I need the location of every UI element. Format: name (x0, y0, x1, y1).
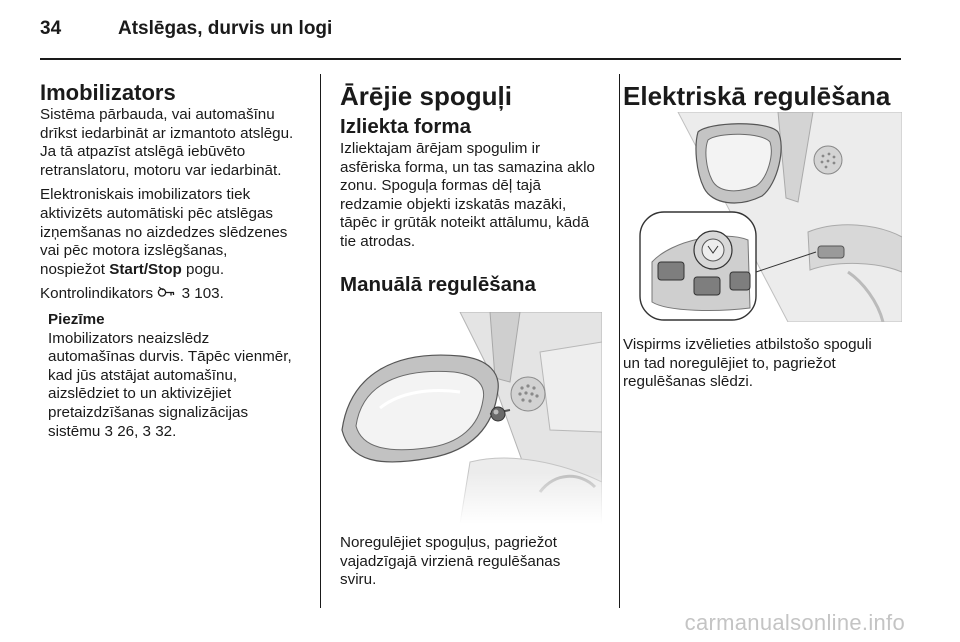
paragraph (340, 140, 606, 252)
text-line: aktivizēts automātiski pēc atslēgas (40, 204, 273, 222)
section-heading: Ārējie spoguļi (340, 81, 512, 111)
text-line: nospiežot (40, 260, 110, 278)
text-line: drīkst iedarbināt ar izmantoto atslēgu. (40, 124, 294, 142)
page-reference: 3 103. (181, 285, 224, 303)
note-box (48, 311, 308, 441)
column-divider (619, 74, 620, 608)
text-line: retranslatoru, motoru var iedarbināt. (40, 161, 282, 179)
column-imobilizators (40, 80, 308, 441)
subsection-heading: Manuālā regulēšana (340, 272, 536, 296)
page-reference: sistēmu 3 26, 3 32. (48, 422, 177, 440)
key-symbol-icon (157, 286, 177, 299)
chapter-title: Atslēgas, durvis un logi (118, 18, 333, 39)
text-line: aizslēdziet to un aktivizējiet (48, 385, 232, 403)
text-line: zonu. Spoguļa formas dēļ tajā (340, 177, 541, 195)
text-line: un tad noregulējiet to, pagriežot (623, 354, 836, 372)
text-line: tie atrodas. (340, 232, 416, 250)
text-line: Ja tā atpazīst atslēgā iebūvēto (40, 143, 246, 161)
indicator-line (40, 285, 308, 304)
text-line: izņemšanas no aizdedzes slēdzenes (40, 223, 288, 241)
text-line: pogu. (181, 260, 225, 278)
electric-switch-illustration (638, 112, 902, 322)
text-line: vajadzīgajā virzienā regulēšanas (340, 552, 561, 570)
text-line: Imobilizators neaizslēdz (48, 329, 210, 347)
text-line: asfēriska forma, un tas samazina aklo (340, 158, 595, 176)
button-name: Start/Stop (109, 260, 182, 278)
text-line: vai pēc motora izslēgšanas, (40, 242, 228, 260)
paragraph (40, 186, 308, 279)
section-heading: Elektriskā regulēšana (623, 81, 891, 111)
section-heading: Imobilizators (40, 80, 176, 105)
page-header (40, 18, 900, 48)
paragraph (40, 106, 308, 180)
text-line: tāpēc ir grūtāk noteikt attālumu, kādā (340, 214, 590, 232)
manual-mirror-illustration (340, 312, 602, 524)
column-mirrors (340, 80, 606, 298)
column-divider (320, 74, 321, 608)
electric-caption (623, 336, 905, 392)
text-line: Kontrolindikators (40, 285, 158, 303)
text-line: Izliektajam ārējam spogulim ir (340, 140, 541, 157)
header-rule (40, 58, 901, 60)
text-line: pretaizdzīšanas signalizācijas (48, 403, 249, 421)
text-line: regulēšanas slēdzi. (623, 373, 754, 391)
text-line: Noregulējiet spoguļus, pagriežot (340, 534, 557, 551)
text-line: redzamie objekti izskatās mazāki, (340, 195, 567, 213)
subsection-heading: Izliekta forma (340, 115, 472, 138)
text-line: Elektroniskais imobilizators tiek (40, 186, 251, 204)
watermark[interactable]: carmanualsonline.info (684, 610, 905, 635)
text-line: kad jūs atstājat automašīnu, (48, 366, 238, 384)
text-line: Sistēma pārbauda, vai automašīnu (40, 106, 275, 123)
column-electric (623, 80, 905, 112)
text-line: Vispirms izvēlieties atbilstošo spoguli (623, 336, 872, 353)
text-line: sviru. (340, 571, 377, 589)
note-title: Piezīme (48, 310, 105, 328)
text-line: automašīnas durvis. Tāpēc vienmēr, (48, 348, 292, 366)
manual-caption (340, 534, 606, 590)
page-number: 34 (40, 18, 62, 39)
